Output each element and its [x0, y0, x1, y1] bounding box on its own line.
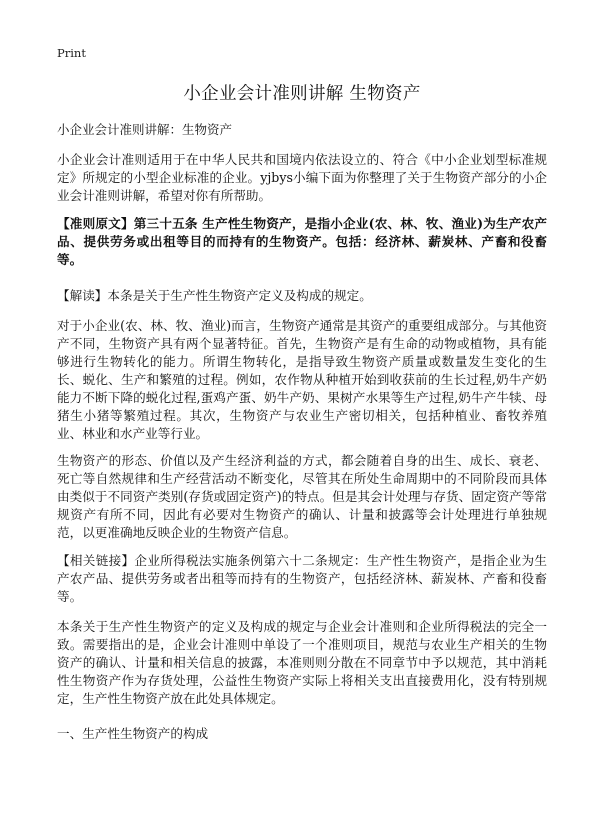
comparison-paragraph: 本条关于生产性生物资产的定义及构成的规定与企业会计准则和企业所得税法的完全一致。需要指出的是，企业会计准则中单设了一个准则项目，规范与农业生产相关的生物资产的确认、计量和相关信息的披露，本准则则分散在不同章节中予以规范，其中消耗性生物资产作为存货处理，公益性生物资产实际上将相关支出直接费用化，没有特别规定，生产性生物资产放在此处具体规定。: [57, 619, 547, 706]
document-subtitle: 小企业会计准则讲解：生物资产: [57, 122, 233, 137]
related-link-paragraph: 【相关链接】企业所得税法实施条例第六十二条规定：生产性生物资产，是指企业为生产农产品、提供劳务或者出租等而持有的生物资产，包括经济林、薪炭林、产畜和役畜等。: [57, 553, 547, 604]
standard-text-paragraph: 【准则原文】第三十五条 生产性生物资产，是指小企业(农、林、牧、渔业)为生产农产品、提供劳务或出租等目的而持有的生物资产。包括：经济林、薪炭林、产畜和役畜等。: [57, 216, 547, 267]
intro-paragraph: 小企业会计准则适用于在中华人民共和国境内依法设立的、符合《中小企业划型标准规定》所规定的小型企业标准的企业。yjbys小编下面为你整理了关于生物资产部分的小企业会计准则讲解，希望对你有所帮助。: [57, 152, 547, 203]
interpretation-heading-paragraph: 【解读】本条是关于生产性生物资产定义及构成的规定。: [57, 288, 372, 303]
print-link[interactable]: Print: [57, 46, 86, 60]
page-title: 小企业会计准则讲解 生物资产: [183, 84, 421, 104]
accounting-treatment-paragraph: 生物资产的形态、价值以及产生经济利益的方式，都会随着自身的出生、成长、衰老、死亡等自然规律和生产经营活动不断变化，尽管其在所处生命周期中的不同阶段而具体由类似于不同资产类别(存货或固定资产)的特点。但是其会计处理与存货、固定资产等常规资产有所不同，因此有必要对生物资产的确认、计量和披露等会计处理进行单独规范，以更准确地反映企业的生物资产信息。: [57, 453, 547, 540]
biological-assets-explanation-paragraph: 对于小企业(农、林、牧、渔业)而言，生物资产通常是其资产的重要组成部分。与其他资产不同，生物资产具有两个显著特征。首先，生物资产是有生命的动物或植物，具有能够进行生物转化的能力。所谓生物转化，是指导致生物资产质量或数量发生变化的生长、蜕化、生产和繁殖的过程。例如，农作物从种植开始到收获前的生长过程,奶牛产奶能力不断下降的蜕化过程,蛋鸡产蛋、奶牛产奶、果树产水果等生产过程,奶牛产牛犊、母猪生小猪等繁殖过程。其次，生物资产与农业生产密切相关，包括种植业、畜牧养殖业、林业和水产业等行业。: [57, 318, 547, 441]
section-heading-composition: 一、生产性生物资产的构成: [57, 726, 209, 741]
